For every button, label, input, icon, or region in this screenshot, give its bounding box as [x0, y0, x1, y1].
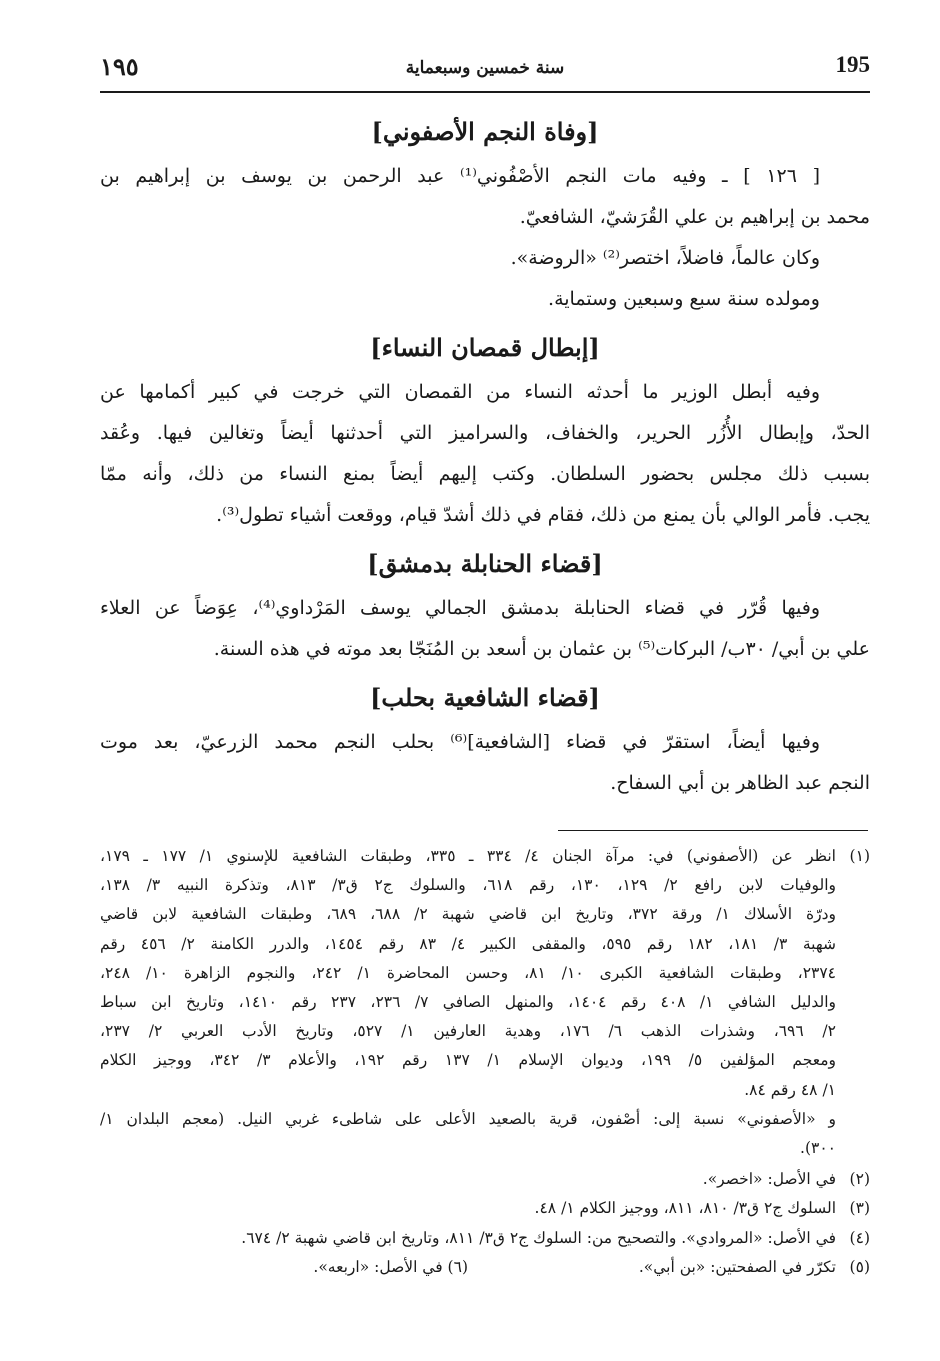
text-line: [ ١٢٦ ] ـ وفيه مات النجم الأصْفُوني⁽¹⁾ عبد الرحمن بن يوسف بن إبراهيم بن — [100, 165, 820, 187]
page-header — [100, 52, 870, 90]
footnote-number: (٤) — [849, 1228, 870, 1247]
section-title: [قضاء الحنابلة بدمشق] — [367, 549, 603, 578]
text-line: علي بن أبي/ ٣٠ب/ البركات⁽⁵⁾ بن عثمان بن أسعد بن المُنَجّا بعد موته في هذه السنة. — [213, 638, 870, 660]
footnotes — [100, 842, 870, 1282]
footnote-number: (٥) — [849, 1257, 870, 1276]
footnote — [100, 842, 870, 1105]
footnote-line: السلوك ج٢ ق٣/ ٨١٠، ٨١١، ووجيز الكلام ١/ ٤٨. — [534, 1199, 836, 1218]
text-line: ومولده سنة سبع وسبعين وستماية. — [548, 288, 820, 310]
text-line: النجم عبد الظاهر بن أبي السفاح. — [610, 772, 870, 794]
text-line: بسبب ذلك مجلس بحضور السلطان. وكتب إليهم أيضاً بمنع النساء من ذلك، وأنه ممّا — [100, 463, 870, 485]
footnote-number: (٢) — [849, 1170, 870, 1189]
footnote-line: شهبة ٣/ ١٨١، ١٨٢ رقم ٥٩٥، والمقفى الكبير ٤/ ٨٣ رقم ١٤٥٤، والدرر الكامنة ٢/ ٤٥٦ رقم — [100, 934, 836, 953]
footnote-line: والدليل الشافي ١/ ٤٠٨ رقم ١٤٠٤، والمنهل الصافي ٧/ ٢٣٦، ٢٣٧ رقم ١٤١٠، وتاريخ ابن سباط — [100, 993, 836, 1012]
footnote-line: انظر عن (الأصفوني) في: مرآة الجنان ٤/ ٣٣٤ ـ ٣٣٥، وطبقات الشافعية للإسنوي ١/ ١٧٧ ـ ١٧٩، — [100, 847, 836, 865]
text-line: وكان عالماً، فاضلاً، اختصر⁽²⁾ «الروضة». — [510, 247, 820, 269]
footnote-line: ٢/ ٦٩٦، وشذرات الذهب ٦/ ١٧٦، وهدية العارفين ١/ ٥٢٧، وتاريخ الأدب العربي ٢/ ٢٣٧، — [100, 1022, 836, 1041]
footnote-line: في الأصل: «المروادي». والتصحيح من: السلوك ج٢ ق٣/ ٨١١، وتاريخ ابن قاضي شهبة ٢/ ٦٧٤. — [241, 1228, 836, 1247]
header-rule — [100, 91, 870, 93]
section-title: [وفاة النجم الأصفوني] — [371, 117, 599, 146]
footnote-number: (١) — [849, 847, 870, 865]
footnote-line: ٢٣٧٤، وطبقات الشافعية الكبرى ١٠/ ٨١، وحسن المحاضرة ١/ ٢٤٢، والنجوم الزاهرة ١٠/ ٢٤٨، — [100, 963, 836, 982]
footnote-line: ودرّة الأسلاك ١/ ورقة ٣٧٢، وتاريخ ابن قاضي شهبة ٢/ ٦٨٨، ٦٨٩، وطبقات الشافعية لابن قاضي — [100, 905, 836, 924]
footnote-line: ٣٠٠). — [800, 1139, 836, 1158]
footnote-line: ومعجم المؤلفين ٥/ ١٩٩، وديوان الإسلام ١/ ١٣٧ رقم ١٩٢، والأعلام ٣/ ٣٤٢، ووجيز الكلام — [100, 1051, 836, 1070]
main-text — [100, 108, 870, 804]
text-line: محمد بن إبراهيم بن علي القُرَشيّ، الشافعيّ. — [519, 206, 870, 228]
footnote-number: (٣) — [849, 1199, 870, 1218]
text-line: الحدّ، وإبطال الأُزُر الحرير، والخفاف، والسراميز التي أحدثنها أيضاً وتغالين فيها. وعُقد — [100, 422, 870, 444]
section-title: [إبطال قمصان النساء] — [370, 333, 600, 362]
footnote-line: والوفيات لابن رافع ٢/ ١٢٩، ١٣٠، رقم ٦١٨، والسلوك ج٢ ق٣/ ٨١٣، وتذكرة النبيه ٣/ ١٣٨، — [100, 876, 837, 895]
footnote-line: و «الأصفوني» نسبة إلى: أصْفون، قرية بالصعيد الأعلى على شاطىء غربي النيل. (معجم البلدان ١/ — [100, 1109, 836, 1128]
footnote-line: (٦) في الأصل: «اربعه». — [313, 1257, 468, 1276]
footnote-continuation — [100, 1105, 870, 1163]
section-title: [قضاء الشافعية بحلب] — [370, 683, 600, 712]
footnote-line: في الأصل: «اخصر». — [702, 1170, 836, 1189]
text-line: وفيه أبطل الوزير ما أحدثه النساء من القمصان التي خرجت في كبير أكمامها عن — [100, 381, 820, 403]
page-number-latin: 195 — [835, 52, 870, 77]
footnote-line: تكرّر في الصفحتين: «بن أبي». — [638, 1257, 836, 1276]
footnote-line: ١/ ٤٨ رقم ٨٤. — [744, 1080, 836, 1099]
running-title: سنة خمسين وسبعماية — [405, 58, 565, 78]
footnote-row — [100, 1253, 870, 1282]
text-line: وفيها قُرّر في قضاء الحنابلة بدمشق الجمالي يوسف المَرْداوي⁽⁴⁾، عِوَضاً عن العلاء — [100, 597, 820, 619]
text-line: يجب. فأمر الوالي بأن يمنع من ذلك، فقام في ذلك أشدّ قيام، ووقعت أشياء تطول⁽³⁾. — [216, 504, 870, 526]
footnote — [100, 1165, 870, 1194]
footnote — [100, 1194, 870, 1223]
page-number-arabic: ١٩٥ — [100, 52, 139, 81]
footnote — [100, 1224, 870, 1253]
text-line: وفيها أيضاً، استقرّ في قضاء [الشافعية]⁽⁶⁾ بحلب النجم محمد الزرعيّ، بعد موت — [100, 731, 820, 753]
footnote-rule — [558, 830, 868, 831]
